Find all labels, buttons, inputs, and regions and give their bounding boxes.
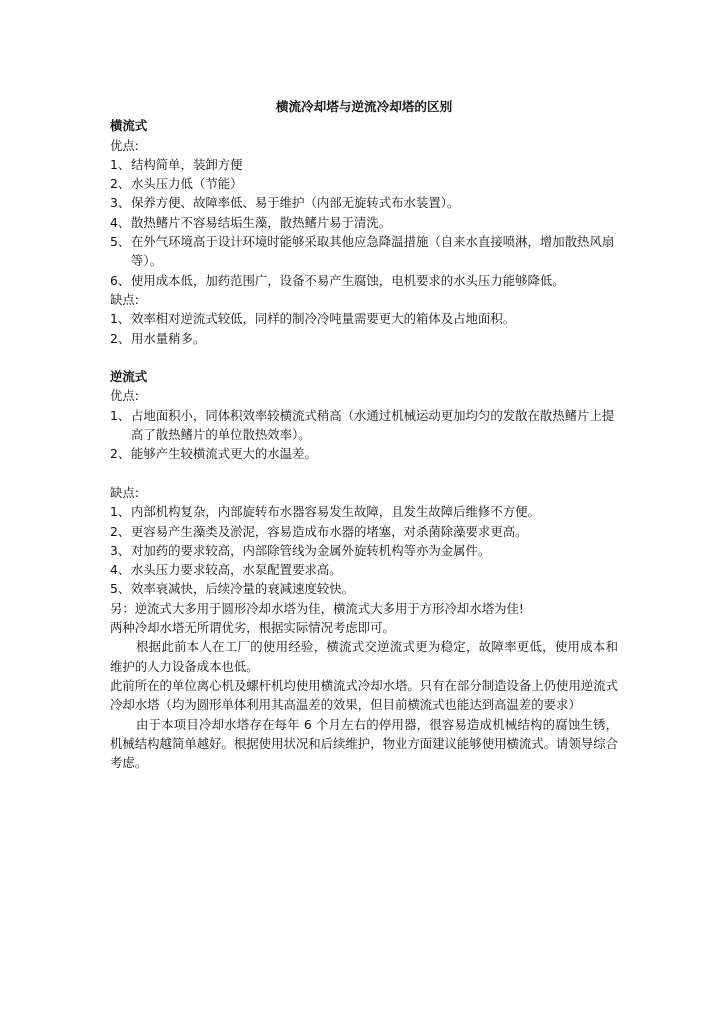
item-number: 2、 (110, 176, 131, 192)
counterflow-con-item (110, 522, 618, 541)
item-number: 1、 (110, 407, 131, 423)
crossflow-con-item (110, 309, 618, 328)
item-number: 3、 (110, 542, 131, 558)
counterflow-con-item (110, 541, 618, 560)
item-number: 5、 (110, 581, 131, 597)
item-text: 效率衰减快，后续冷量的衰减速度较快。 (131, 581, 355, 597)
item-text: 水头压力要求较高，水泵配置要求高。 (131, 562, 342, 578)
crossflow-pros-label: 优点: (110, 137, 139, 153)
note-no-superiority: 两种冷却水塔无所谓优劣，根据实际情况考虑即可。 (110, 620, 395, 636)
crossflow-pro-item (110, 232, 618, 271)
crossflow-pro-item (110, 271, 618, 290)
counterflow-con-item (110, 560, 618, 579)
crossflow-heading: 横流式 (110, 118, 148, 134)
counterflow-heading: 逆流式 (110, 369, 148, 385)
counterflow-pros-label: 优点: (110, 388, 139, 404)
crossflow-pro-item (110, 155, 618, 174)
crossflow-cons-label: 缺点: (110, 291, 139, 307)
document-title: 横流冷却塔与逆流冷却塔的区别 (275, 99, 453, 114)
item-number: 5、 (110, 234, 131, 250)
item-number: 1、 (110, 156, 131, 172)
document-body (110, 97, 618, 772)
spacer (110, 348, 618, 367)
item-text: 散热鳍片不容易结垢生藻，散热鳍片易于清洗。 (131, 214, 392, 230)
crossflow-pro-item (110, 193, 618, 212)
crossflow-con-item (110, 329, 618, 348)
note-shape-preference: 另：逆流式大多用于圆形冷却水塔为佳，横流式大多用于方形冷却水塔为佳! (110, 600, 524, 616)
item-text: 更容易产生藻类及淤泥，容易造成布水器的堵塞，对杀菌除藻要求更高。 (131, 523, 528, 539)
item-number: 1、 (110, 504, 131, 520)
paragraph-previous-unit: 此前所在的单位离心机及螺杆机均使用横流式冷却水塔。只有在部分制造设备上仍使用逆流式冷却水塔（均为圆形单体利用其高温差的效果，但目前横流式也能达到高温差的要求） (110, 677, 619, 713)
item-text: 效率相对逆流式较低，同样的制冷冷吨量需要更大的箱体及占地面积。 (131, 311, 516, 327)
item-number: 1、 (110, 311, 131, 327)
item-number: 4、 (110, 214, 131, 230)
counterflow-con-item (110, 579, 618, 598)
paragraph-recommendation: 由于本项目冷却水塔存在每年 6 个月左右的停用器，很容易造成机械结构的腐蚀生锈，机械结构越简单越好。根据使用状况和后续维护，物业方面建议能够使用横流式。请领导综合考虑。 (110, 716, 619, 771)
counterflow-pro-item (110, 406, 618, 445)
counterflow-cons-label: 缺点: (110, 484, 139, 500)
crossflow-pro-item (110, 174, 618, 193)
item-text: 能够产生较横流式更大的水温差。 (131, 446, 317, 462)
item-text: 结构简单，装卸方便 (131, 156, 243, 172)
item-number: 6、 (110, 272, 131, 288)
item-number: 3、 (110, 195, 131, 211)
item-text: 保养方便、故障率低、易于维护（内部无旋转式布水装置）。 (131, 195, 460, 211)
crossflow-pro-item (110, 213, 618, 232)
item-text: 在外气环境高于设计环境时能够采取其他应急降温措施（自来水直接喷淋，增加散热风扇等）。 (131, 234, 615, 269)
paragraph-experience: 根据此前本人在工厂的使用经验，横流式交逆流式更为稳定，故障率更低，使用成本和维护的人力设备成本也低。 (110, 639, 618, 674)
item-text: 使用成本低，加药范围广，设备不易产生腐蚀，电机要求的水头压力能够降低。 (131, 272, 565, 288)
item-number: 2、 (110, 523, 131, 539)
counterflow-pro-item (110, 444, 618, 463)
item-number: 2、 (110, 330, 131, 346)
item-number: 4、 (110, 562, 131, 578)
item-text: 对加药的要求较高，内部除管线为金属外旋转机构等亦为金属件。 (131, 542, 491, 558)
item-text: 水头压力低（节能） (131, 176, 243, 192)
item-text: 内部机构复杂，内部旋转布水器容易发生故障，且发生故障后维修不方便。 (131, 504, 540, 520)
item-text: 用水量稍多。 (131, 330, 206, 346)
item-text: 占地面积小，同体积效率较横流式稍高（水通过机械运动更加均匀的发散在散热鳍片上提高了散热鳍片的单位散热效率）。 (131, 407, 615, 443)
spacer (110, 464, 618, 483)
item-number: 2、 (110, 446, 131, 462)
counterflow-con-item (110, 502, 618, 521)
